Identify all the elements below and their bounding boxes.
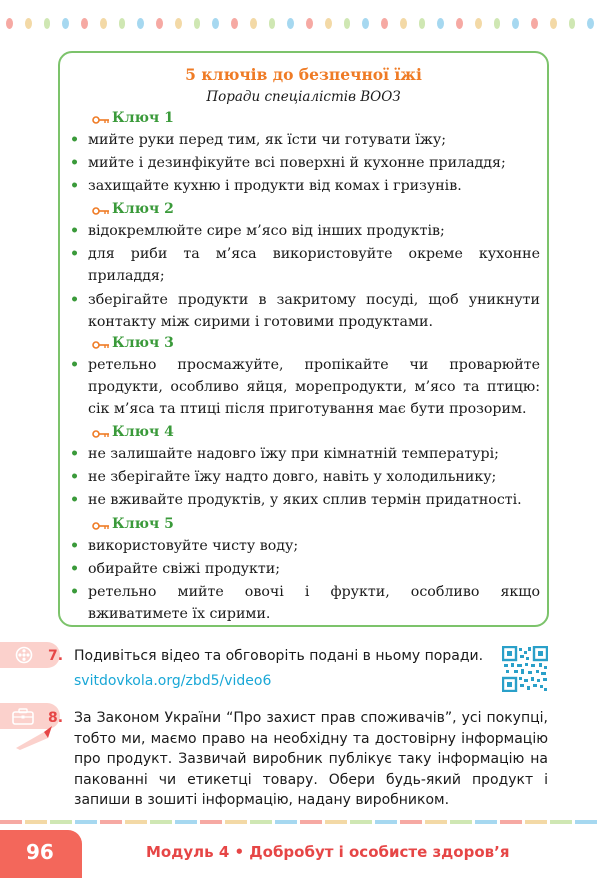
footer-line-segment <box>525 820 547 824</box>
footer-line-segment <box>275 820 297 824</box>
box-subtitle: Поради спеціалістів ВООЗ <box>206 89 401 105</box>
dot-decoration <box>325 18 332 29</box>
list-item: • не вживайте продуктів, у яких сплив термін придатності. <box>70 492 522 508</box>
footer-line-segment <box>425 820 447 824</box>
list-item: • зберігайте продукти в закритому посуді, щоб уникнути контакту між сирими і готовими продуктами. <box>70 292 540 330</box>
footer-line-segment <box>200 820 222 824</box>
key-icon <box>92 204 110 214</box>
dot-decoration <box>212 18 219 29</box>
footer-line-segment <box>350 820 372 824</box>
key-3-label: Ключ 3 <box>112 335 174 351</box>
footer-line-segment <box>125 820 147 824</box>
key-icon <box>92 519 110 529</box>
dot-decoration <box>194 18 201 29</box>
footer-line-segment <box>325 820 347 824</box>
list-item: • мийте руки перед тим, як їсти чи готувати їжу; <box>70 132 447 148</box>
list-item: • обирайте свіжі продукти; <box>70 561 280 577</box>
key-2-label: Ключ 2 <box>112 201 174 217</box>
dot-decoration <box>381 18 388 29</box>
dot-decoration <box>119 18 126 29</box>
qr-code-icon[interactable] <box>502 646 548 692</box>
footer-line-segment <box>450 820 472 824</box>
footer-line-segment <box>475 820 497 824</box>
dot-decoration <box>437 18 444 29</box>
key-1-label: Ключ 1 <box>112 110 174 126</box>
dot-decoration <box>62 18 69 29</box>
dot-decoration <box>419 18 426 29</box>
task-7-link[interactable]: svitdovkola.org/zbd5/video6 <box>74 673 272 689</box>
task-8-number: 8. <box>48 710 64 726</box>
list-item: • не зберігайте їжу надто довго, навіть у холодильнику; <box>70 469 497 485</box>
footer-line-segment <box>100 820 122 824</box>
footer-line-segment <box>575 820 597 824</box>
dot-decoration <box>531 18 538 29</box>
footer-line-segment <box>300 820 322 824</box>
keys-box <box>58 51 549 627</box>
key-5-heading <box>92 516 174 532</box>
dot-decoration <box>456 18 463 29</box>
list-item: • не залишайте надовго їжу при кімнатній температурі; <box>70 446 499 462</box>
key-icon <box>92 427 110 437</box>
dot-decoration <box>137 18 144 29</box>
key-1-heading <box>92 110 174 126</box>
footer-line-segment <box>375 820 397 824</box>
key-icon <box>92 113 110 123</box>
key-4-label: Ключ 4 <box>112 424 174 440</box>
dot-decoration <box>475 18 482 29</box>
key-3-heading <box>92 335 174 351</box>
footer-line-segment <box>550 820 572 824</box>
dot-decoration <box>156 18 163 29</box>
page-number: 96 <box>26 840 54 864</box>
list-item: • захищайте кухню і продукти від комах і гризунів. <box>70 178 462 194</box>
footer-line-segment <box>175 820 197 824</box>
footer-line-segment <box>50 820 72 824</box>
key-icon <box>92 338 110 348</box>
dot-decoration <box>550 18 557 29</box>
dot-decoration <box>269 18 276 29</box>
dot-decoration <box>250 18 257 29</box>
footer-line-segment <box>225 820 247 824</box>
task-8-text: За Законом України “Про захист прав споживачів”, усі покупці, тобто ми, маємо право на необхідну та достовірну інформацію про продукт. Зазвичай виробник публікує таку інформацію на пакованні чи етикетці товару. Обери будь-який продукт і запиши в зошиті інформацію, надану виробником. <box>74 710 548 808</box>
list-item: • ретельно мийте овочі і фрукти, особливо якщо вживатимете їх сирими. <box>70 584 540 622</box>
key-2-heading <box>92 201 174 217</box>
list-item: • для риби та м’яса використовуйте окреме кухонне приладдя; <box>70 246 540 284</box>
key-5-label: Ключ 5 <box>112 516 174 532</box>
footer-line-segment <box>500 820 522 824</box>
footer-line-segment <box>400 820 422 824</box>
dot-decoration <box>81 18 88 29</box>
dot-decoration <box>344 18 351 29</box>
dot-decoration <box>569 18 576 29</box>
footer-line-segment <box>0 820 22 824</box>
footer-divider <box>0 820 600 824</box>
dot-decoration <box>512 18 519 29</box>
list-item: • мийте і дезинфікуйте всі поверхні й кухонне приладдя; <box>70 155 506 171</box>
dot-decoration <box>362 18 369 29</box>
pencil-icon <box>14 724 54 754</box>
dot-decoration <box>306 18 313 29</box>
dot-decoration <box>494 18 501 29</box>
dot-decoration <box>287 18 294 29</box>
footer-line-segment <box>25 820 47 824</box>
dot-decoration <box>25 18 32 29</box>
dot-decoration <box>587 18 594 29</box>
box-title: 5 ключів до безпечної їжі <box>185 65 422 84</box>
footer-line-segment <box>75 820 97 824</box>
dot-decoration <box>44 18 51 29</box>
dot-decoration <box>175 18 182 29</box>
top-dots-border <box>0 18 600 30</box>
list-item: • використовуйте чисту воду; <box>70 538 299 554</box>
dot-decoration <box>231 18 238 29</box>
film-reel-icon <box>14 646 34 668</box>
dot-decoration <box>400 18 407 29</box>
task-7-text: Подивіться відео та обговоріть подані в ньому поради. <box>74 648 484 664</box>
footer-line-segment <box>250 820 272 824</box>
list-item: • ретельно просмажуйте, пропікайте чи проварюйте продукти, особливо яйця, морепродукти, м’ясо та птицю: сік м’яса та птиці після приготування має бути прозорим. <box>70 357 540 417</box>
dot-decoration <box>100 18 107 29</box>
key-4-heading <box>92 424 174 440</box>
list-item: • відокремлюйте сире м’ясо від інших продуктів; <box>70 223 445 239</box>
footer-line-segment <box>150 820 172 824</box>
dot-decoration <box>6 18 13 29</box>
footer-module-title: Модуль 4 • Добробут і особисте здоров’я <box>146 843 510 861</box>
task-7-number: 7. <box>48 648 64 664</box>
